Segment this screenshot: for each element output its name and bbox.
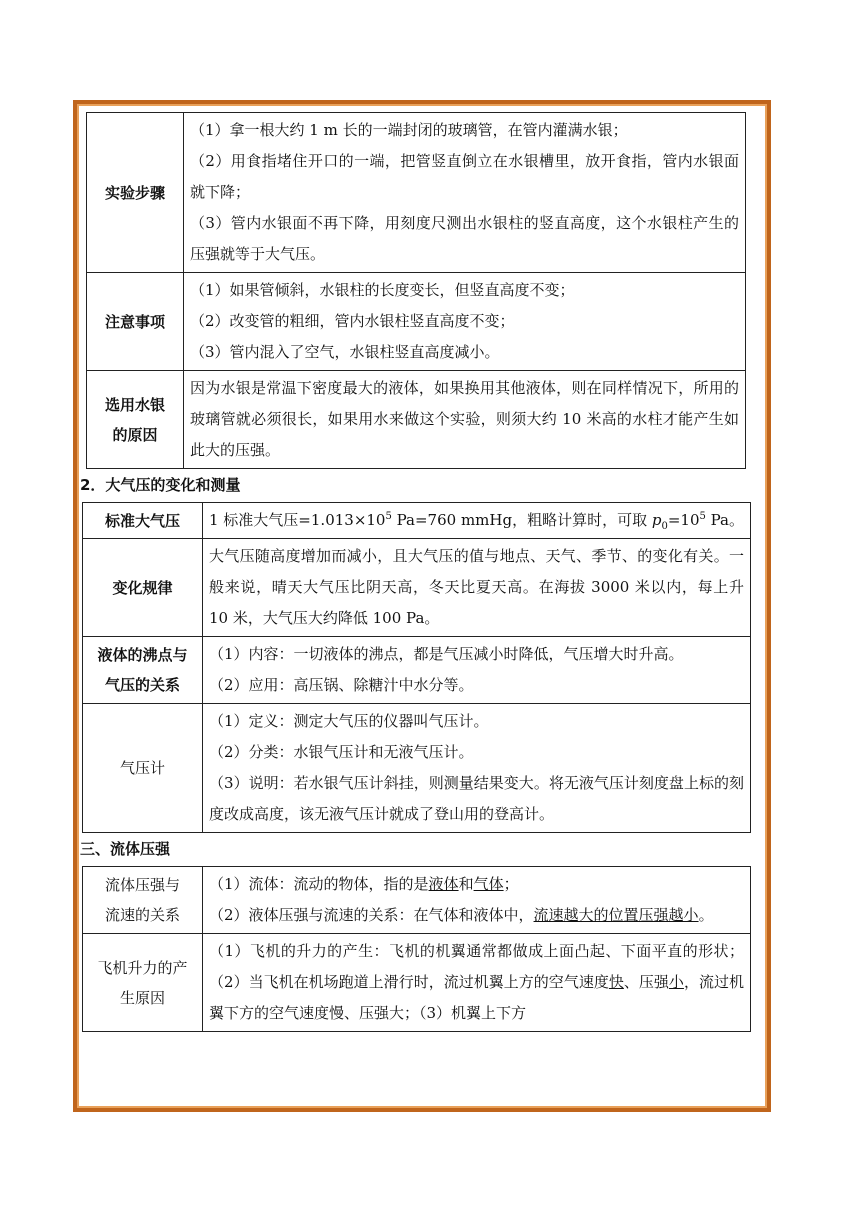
table-row	[83, 503, 751, 539]
row-content: 大气压随高度增加而减小，且大气压的值与地点、天气、季节、的变化有关。一般来说，晴天大气压比阴天高，冬天比夏天高。在海拔 3000 米以内，每上升 10 米，大气压大约降低 100 Pa。	[203, 539, 751, 637]
text-line: （3）说明：若水银气压计斜挂，则测量结果变大。将无液气压计刻度盘上标的刻度改成高度，该无液气压计就成了登山用的登高计。	[209, 774, 744, 823]
table-row	[83, 637, 751, 704]
row-header: 变化规律	[83, 539, 203, 637]
section-title: 三、流体压强	[80, 840, 171, 858]
section-title: 2．大气压的变化和测量	[80, 476, 241, 494]
table-row	[83, 704, 751, 833]
row-header: 标准大气压	[83, 503, 203, 539]
pressure-table	[82, 502, 751, 833]
table-row	[87, 273, 746, 371]
document-content	[80, 112, 758, 1032]
row-content	[203, 867, 751, 934]
table-row	[83, 539, 751, 637]
text-line: （2）改变管的粗细，管内水银柱竖直高度不变；	[190, 312, 515, 330]
row-header: 飞机升力的产 生原因	[83, 934, 203, 1032]
text-line: （2）液体压强与流速的关系：在气体和液体中，流速越大的位置压强越小。	[209, 906, 714, 924]
row-header: 液体的沸点与 气压的关系	[83, 637, 203, 704]
text-line: （2）用食指堵住开口的一端，把管竖直倒立在水银槽里，放开食指，管内水银面就下降；	[190, 152, 739, 201]
fluid-table	[82, 866, 751, 1032]
text-line: （1）定义：测定大气压的仪器叫气压计。	[209, 712, 489, 730]
row-header: 选用水银 的原因	[87, 371, 184, 469]
table-row	[83, 934, 751, 1032]
text-line: （1）内容：一切液体的沸点，都是气压减小时降低，气压增大时升高。	[209, 645, 684, 663]
text-line: （3）管内混入了空气，水银柱竖直高度减小。	[190, 343, 500, 361]
row-content: 1 标准大气压$=1.013\times 10^5$ Pa=760 mmHg，粗略计算时，可取 $p_0=10^5$ Pa。	[203, 503, 751, 539]
row-content: 因为水银是常温下密度最大的液体，如果换用其他液体，则在同样情况下，所用的玻璃管就必须很长，如果用水来做这个实验，则须大约 10 米高的水柱才能产生如此大的压强。	[184, 371, 746, 469]
row-content: （1）飞机的升力的产生：飞机的机翼通常都做成上面凸起、下面平直的形状；（2）当飞机在机场跑道上滑行时，流过机翼上方的空气速度快、压强小，流过机翼下方的空气速度慢、压强大；（3）机翼上下方	[203, 934, 751, 1032]
text-line: （1）拿一根大约 1 m 长的一端封闭的玻璃管，在管内灌满水银；	[190, 121, 628, 139]
table-row	[83, 867, 751, 934]
text-line: （1）如果管倾斜，水银柱的长度变长，但竖直高度不变；	[190, 281, 575, 299]
text-line: （2）应用：高压锅、除糖汁中水分等。	[209, 676, 474, 694]
text-line: （3）管内水银面不再下降，用刻度尺测出水银柱的竖直高度，这个水银柱产生的压强就等于大气压。	[190, 214, 739, 263]
experiment-table	[86, 112, 746, 469]
row-content	[184, 113, 746, 273]
text-line: （1）流体：流动的物体，指的是液体和气体；	[209, 875, 519, 893]
row-header: 注意事项	[87, 273, 184, 371]
page-frame	[73, 100, 771, 1112]
row-content	[203, 637, 751, 704]
row-header: 流体压强与 流速的关系	[83, 867, 203, 934]
table-row	[87, 371, 746, 469]
table-row	[87, 113, 746, 273]
row-content	[184, 273, 746, 371]
row-header: 实验步骤	[87, 113, 184, 273]
row-content	[203, 704, 751, 833]
row-header: 气压计	[83, 704, 203, 833]
text-line: （2）分类：水银气压计和无液气压计。	[209, 743, 474, 761]
